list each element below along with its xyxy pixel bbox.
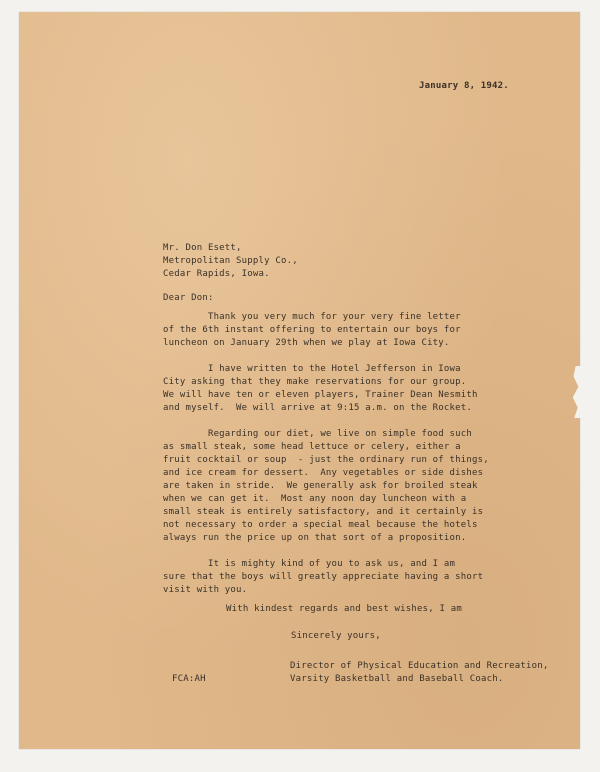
paragraph-1-line-3: luncheon on January 29th when we play at Iowa City. [163,338,450,348]
recipient-city: Cedar Rapids, Iowa. [163,269,270,279]
paragraph-3-line-9: always run the price up on that sort of a proposition. [163,533,467,543]
paragraph-4-line-1: It is mighty kind of you to ask us, and I am [163,559,456,569]
paragraph-2-line-2: City asking that they make reservations for our group. [163,377,467,387]
paragraph-3-line-7: small steak is entirely satisfactory, and it certainly is [163,507,484,517]
paragraph-3-line-4: and ice cream for dessert. Any vegetables or side dishes [163,468,484,478]
recipient-company: Metropolitan Supply Co., [163,256,298,266]
paragraph-3-line-5: are taken in stride. We generally ask for broiled steak [163,481,478,491]
salutation: Dear Don: [163,293,214,303]
signoff: Sincerely yours, [291,631,381,641]
signature-title-line-2: Varsity Basketball and Baseball Coach. [290,674,504,684]
typist-initials: FCA:AH [172,674,206,684]
paragraph-2-line-4: and myself. We will arrive at 9:15 a.m. on the Rocket. [163,403,473,413]
letter-date: January 8, 1942. [419,81,509,91]
paragraph-3-line-1: Regarding our diet, we live on simple food such [163,429,473,439]
recipient-name: Mr. Don Esett, [163,243,242,253]
paragraph-2-line-3: We will have ten or eleven players, Trainer Dean Nesmith [163,390,478,400]
paragraph-3-line-2: as small steak, some head lettuce or celery, either a [163,442,461,452]
closing-line: With kindest regards and best wishes, I am [226,604,462,614]
paragraph-1-line-1: Thank you very much for your very fine letter [163,312,461,322]
paragraph-3-line-8: not necessary to order a special meal because the hotels [163,520,478,530]
signature-title-line-1: Director of Physical Education and Recreation, [290,661,549,671]
paragraph-3-line-3: fruit cocktail or soup - just the ordinary run of things, [163,455,489,465]
paragraph-4-line-3: visit with you. [163,585,248,595]
paragraph-2-line-1: I have written to the Hotel Jefferson in Iowa [163,364,461,374]
paragraph-1-line-2: of the 6th instant offering to entertain our boys for [163,325,461,335]
paragraph-4-line-2: sure that the boys will greatly appreciate having a short [163,572,484,582]
paragraph-3-line-6: when we can get it. Most any noon day luncheon with a [163,494,467,504]
